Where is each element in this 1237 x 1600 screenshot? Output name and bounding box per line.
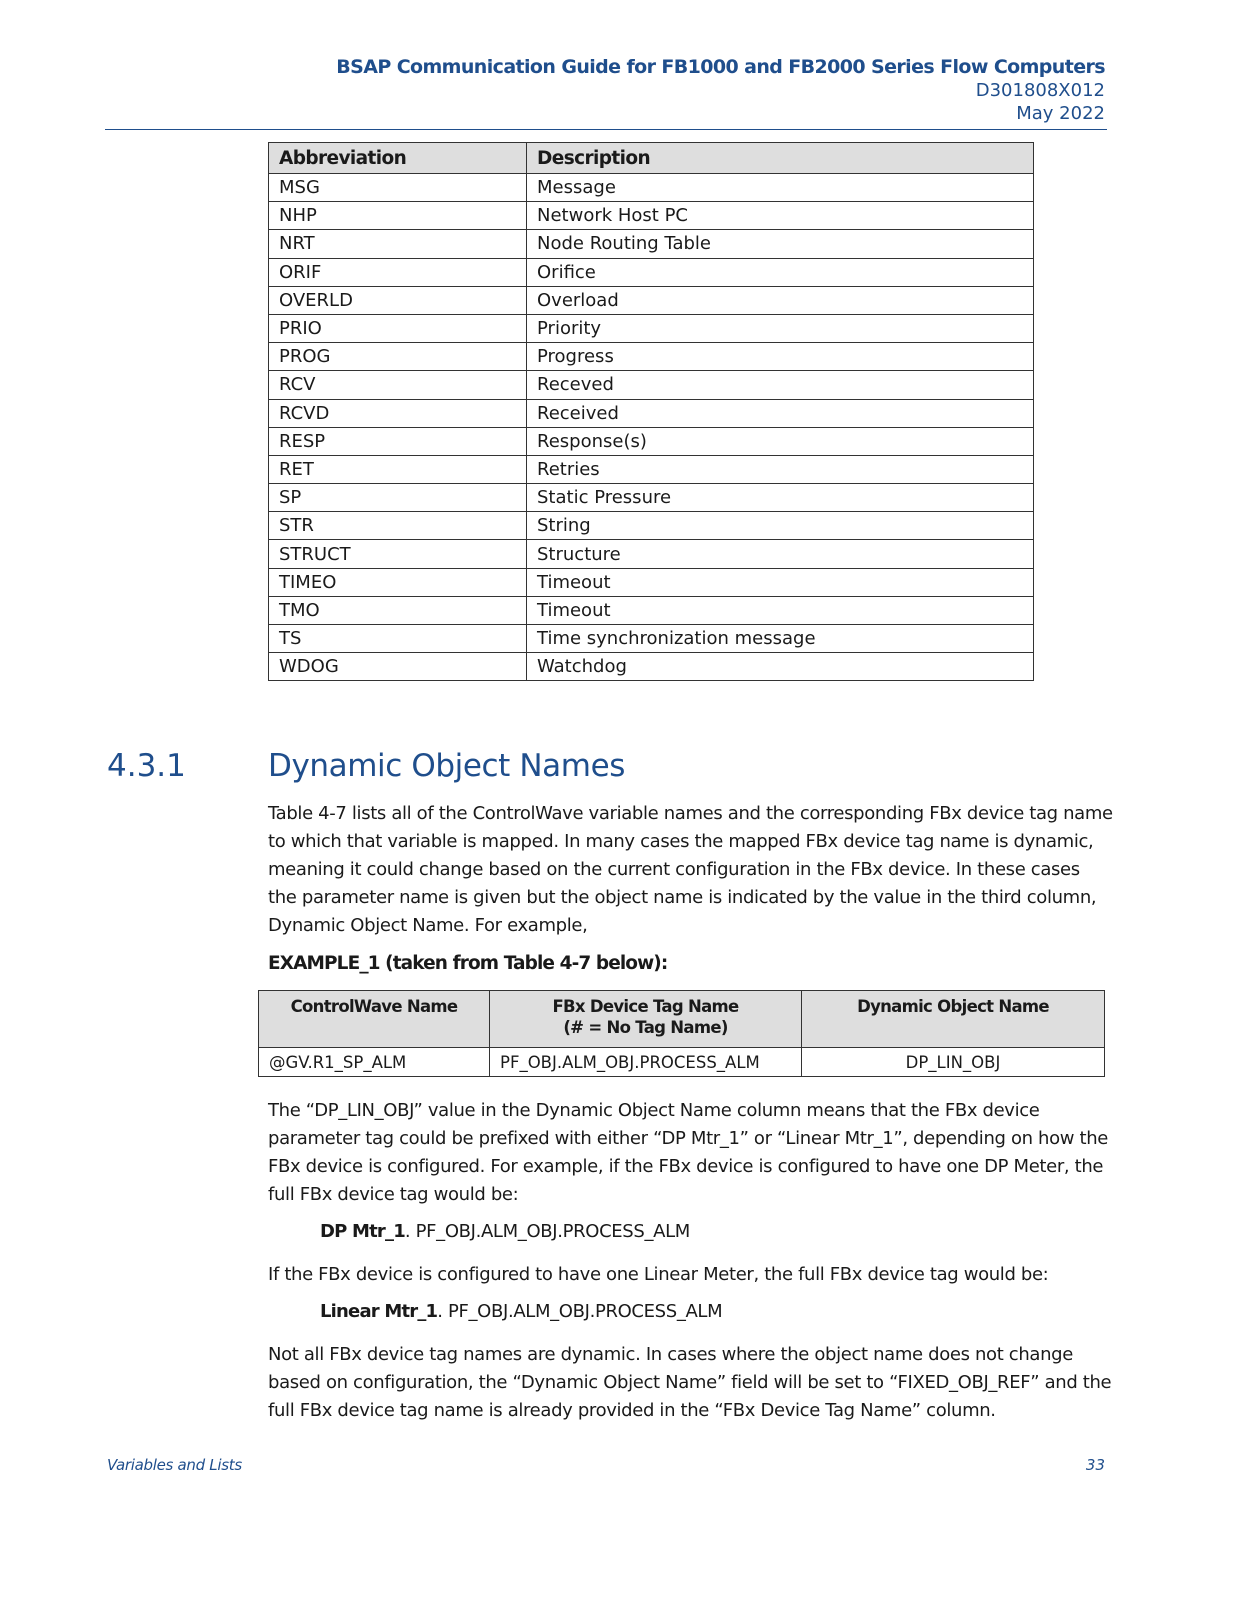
table-row <box>269 286 1034 314</box>
table-row <box>269 653 1034 681</box>
code-prefix-linear-meter: Linear Mtr_1 <box>320 1301 438 1322</box>
code-suffix-dp-meter: . PF_OBJ.ALM_OBJ.PROCESS_ALM <box>404 1221 690 1242</box>
table-row <box>269 314 1034 342</box>
table-row <box>269 568 1034 596</box>
example-cell-controlwave: @GV.R1_SP_ALM <box>259 1048 490 1077</box>
description-cell: Network Host PC <box>527 202 1034 230</box>
abbreviation-cell: NRT <box>269 230 527 258</box>
table-row <box>269 512 1034 540</box>
abbreviation-cell: PRIO <box>269 314 527 342</box>
code-prefix-dp-meter: DP Mtr_1 <box>320 1221 405 1242</box>
description-cell: Timeout <box>527 568 1034 596</box>
example-header-fbx-tag-line2: (# = No Tag Name) <box>563 1018 728 1037</box>
description-cell: Progress <box>527 343 1034 371</box>
paragraph-fixed-obj-ref: Not all FBx device tag names are dynamic. In cases where the object name does not change based on configuration, the “Dynamic Object Name” field will be set to “FIXED_OBJ_REF” and the full FBx device tag name is already provided in the “FBx Device Tag Name” column. <box>268 1344 1112 1421</box>
example-header-fbx-tag-line1: FBx Device Tag Name <box>552 997 739 1016</box>
example-cell-dynamic-object: DP_LIN_OBJ <box>802 1048 1105 1077</box>
abbreviation-cell: TIMEO <box>269 568 527 596</box>
abbreviation-cell: MSG <box>269 174 527 202</box>
example-label: EXAMPLE_1 (taken from Table 4-7 below): <box>268 953 668 974</box>
abbreviation-cell: WDOG <box>269 653 527 681</box>
example-header-fbx-tag <box>490 991 802 1048</box>
description-cell: Received <box>527 399 1034 427</box>
abbreviation-cell: SP <box>269 484 527 512</box>
description-cell: Retries <box>527 455 1034 483</box>
table-row <box>269 230 1034 258</box>
abbreviation-table-body <box>269 174 1034 681</box>
table-row <box>269 202 1034 230</box>
table-row <box>269 625 1034 653</box>
description-cell: Orifice <box>527 258 1034 286</box>
description-cell: Overload <box>527 286 1034 314</box>
column-header-abbreviation: Abbreviation <box>269 143 527 174</box>
abbreviation-cell: ORIF <box>269 258 527 286</box>
example-header-controlwave: ControlWave Name <box>259 991 490 1048</box>
description-cell: Watchdog <box>527 653 1034 681</box>
example-header-row <box>259 991 1105 1048</box>
code-example-linear-meter <box>320 1301 722 1322</box>
abbreviation-cell: RCV <box>269 371 527 399</box>
document-date: May 2022 <box>1016 103 1105 124</box>
example-table <box>258 990 1105 1077</box>
table-row <box>269 427 1034 455</box>
footer-section-name: Variables and Lists <box>107 1456 242 1474</box>
description-cell: Time synchronization message <box>527 625 1034 653</box>
table-row <box>259 1048 1105 1077</box>
table-row <box>269 484 1034 512</box>
description-cell: String <box>527 512 1034 540</box>
description-cell: Priority <box>527 314 1034 342</box>
table-row <box>269 399 1034 427</box>
description-cell: Node Routing Table <box>527 230 1034 258</box>
description-cell: Receved <box>527 371 1034 399</box>
section-title: Dynamic Object Names <box>268 748 625 784</box>
table-row <box>269 343 1034 371</box>
page-number: 33 <box>1085 1456 1105 1474</box>
table-row <box>269 174 1034 202</box>
description-cell: Static Pressure <box>527 484 1034 512</box>
abbreviation-cell: OVERLD <box>269 286 527 314</box>
section-number: 4.3.1 <box>107 748 186 784</box>
table-row <box>269 540 1034 568</box>
example-cell-fbx-tag: PF_OBJ.ALM_OBJ.PROCESS_ALM <box>490 1048 802 1077</box>
page-header <box>336 56 1105 125</box>
paragraph-dp-lin-obj: The “DP_LIN_OBJ” value in the Dynamic Object Name column means that the FBx device parameter tag could be prefixed with either “DP Mtr_1” or “Linear Mtr_1”, depending on how the FBx device is configured. For example, if the FBx device is configured to have one DP Meter, the full FBx device tag would be: <box>268 1100 1108 1205</box>
table-row <box>269 455 1034 483</box>
abbreviation-cell: RCVD <box>269 399 527 427</box>
paragraph-intro: Table 4-7 lists all of the ControlWave variable names and the corresponding FBx device tag name to which that variable is mapped. In many cases the mapped FBx device tag name is dynamic, meaning it could change based on the current configuration in the FBx device. In these cases the parameter name is given but the object name is indicated by the value in the third column, Dynamic Object Name. For example, <box>268 803 1113 936</box>
description-cell: Response(s) <box>527 427 1034 455</box>
header-rule <box>105 129 1107 130</box>
paragraph-linear-meter: If the FBx device is configured to have one Linear Meter, the full FBx device tag would be: <box>268 1264 1049 1285</box>
abbreviation-cell: TMO <box>269 596 527 624</box>
example-header-dynamic-object: Dynamic Object Name <box>802 991 1105 1048</box>
code-suffix-linear-meter: . PF_OBJ.ALM_OBJ.PROCESS_ALM <box>437 1301 723 1322</box>
abbreviation-cell: STR <box>269 512 527 540</box>
abbreviation-cell: NHP <box>269 202 527 230</box>
abbreviation-cell: RET <box>269 455 527 483</box>
abbreviation-cell: STRUCT <box>269 540 527 568</box>
code-example-dp-meter <box>320 1221 690 1242</box>
description-cell: Structure <box>527 540 1034 568</box>
document-title: BSAP Communication Guide for FB1000 and FB2000 Series Flow Computers <box>336 56 1105 78</box>
table-row <box>269 258 1034 286</box>
column-header-description: Description <box>527 143 1034 174</box>
table-header-row <box>269 143 1034 174</box>
description-cell: Timeout <box>527 596 1034 624</box>
table-row <box>269 596 1034 624</box>
abbreviation-cell: TS <box>269 625 527 653</box>
document-number: D301808X012 <box>975 80 1105 101</box>
description-cell: Message <box>527 174 1034 202</box>
table-row <box>269 371 1034 399</box>
abbreviation-cell: RESP <box>269 427 527 455</box>
abbreviation-cell: PROG <box>269 343 527 371</box>
abbreviation-table <box>268 142 1034 681</box>
